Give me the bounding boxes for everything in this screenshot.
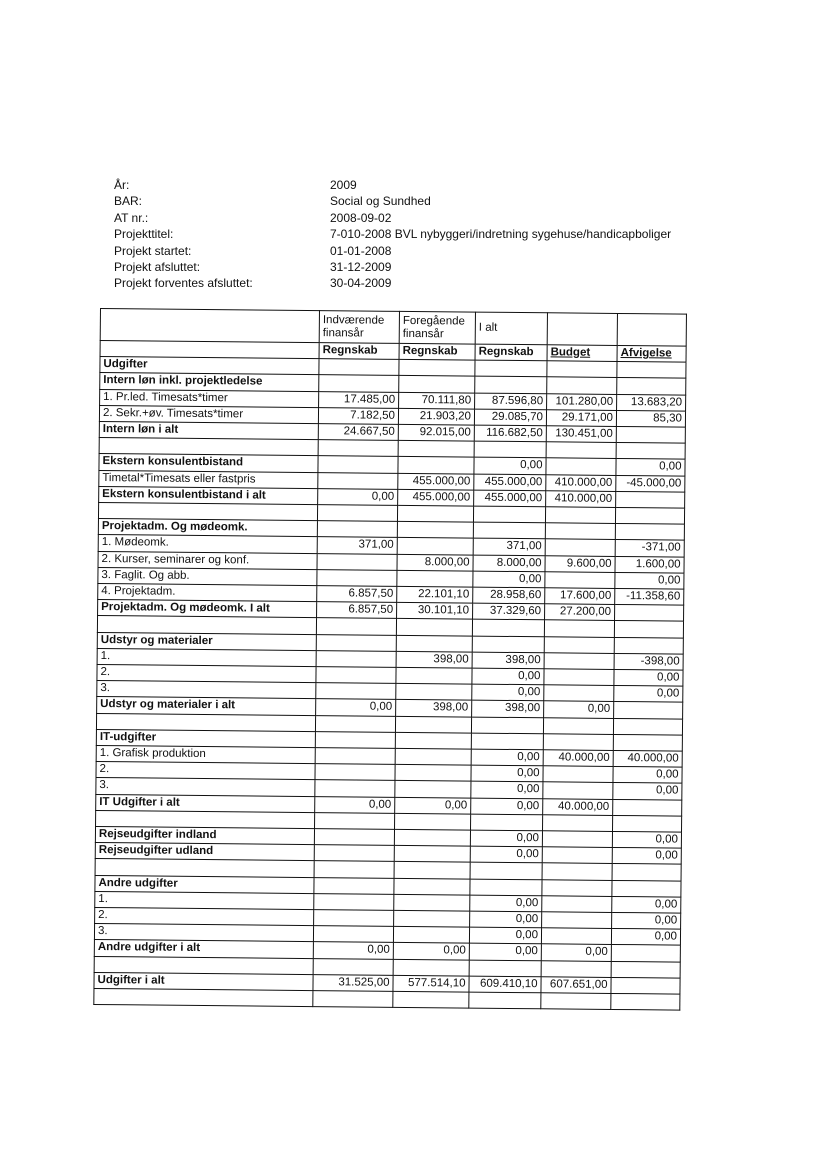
- value-cell: 130.451,00: [546, 426, 616, 443]
- value-cell: -371,00: [615, 540, 684, 557]
- row-label: Udstyr og materialer i alt: [97, 697, 316, 715]
- value-cell: [394, 910, 470, 927]
- value-cell: [471, 814, 543, 831]
- value-cell: [398, 441, 474, 458]
- value-cell: [544, 669, 614, 686]
- value-cell: 0,00: [474, 458, 546, 475]
- row-label: IT Udgifter i alt: [96, 794, 315, 812]
- value-cell: [542, 879, 612, 896]
- row-label: 3.: [94, 924, 313, 942]
- value-cell: 37.329,60: [473, 603, 545, 620]
- value-cell: [546, 442, 616, 459]
- info-row: [114, 210, 734, 226]
- value-cell: 6.857,50: [317, 602, 397, 619]
- value-cell: 0,00: [395, 797, 471, 814]
- value-cell: [318, 472, 398, 489]
- value-cell: [473, 506, 545, 523]
- value-cell: [398, 457, 474, 474]
- value-cell: 40.000,00: [613, 750, 682, 767]
- value-cell: [612, 864, 681, 881]
- value-cell: [545, 539, 615, 556]
- row-label: Projektadm. Og mødeomk.: [98, 519, 317, 537]
- value-cell: 398,00: [396, 700, 472, 717]
- value-cell: [611, 993, 680, 1010]
- row-label: Udgifter i alt: [94, 972, 313, 990]
- value-cell: 0,00: [470, 846, 542, 863]
- value-cell: [393, 991, 469, 1008]
- value-cell: 9.600,00: [545, 555, 615, 572]
- value-cell: [397, 538, 473, 555]
- value-cell: [613, 799, 682, 816]
- row-label: [94, 988, 313, 1006]
- value-cell: [313, 926, 393, 943]
- value-cell: [393, 959, 469, 976]
- value-cell: 40.000,00: [543, 750, 613, 767]
- value-cell: [315, 764, 395, 781]
- info-row: [114, 275, 734, 291]
- column-header: Afvigelse: [620, 346, 672, 360]
- row-label: Timetal*Timesats eller fastpris: [99, 470, 318, 488]
- value-cell: [397, 570, 473, 587]
- value-cell: [318, 440, 398, 457]
- value-cell: 40.000,00: [543, 798, 613, 815]
- info-row: [114, 193, 734, 209]
- value-cell: 101.280,00: [547, 393, 617, 410]
- value-cell: [394, 846, 470, 863]
- row-label: Udgifter: [100, 357, 319, 375]
- value-cell: [472, 620, 544, 637]
- value-cell: [542, 831, 612, 848]
- value-cell: [475, 360, 547, 377]
- value-cell: 116.682,50: [474, 425, 546, 442]
- value-cell: 455.000,00: [474, 490, 546, 507]
- row-label: Rejseudgifter indland: [95, 826, 314, 844]
- info-value: Social og Sundhed: [330, 194, 431, 209]
- value-cell: 0,00: [470, 895, 542, 912]
- value-cell: 0,00: [472, 684, 544, 701]
- value-cell: 31.525,00: [313, 974, 393, 991]
- value-cell: [396, 619, 472, 636]
- value-cell: 0,00: [469, 943, 541, 960]
- value-cell: [316, 618, 396, 635]
- value-cell: [473, 522, 545, 539]
- value-cell: [614, 702, 683, 719]
- info-label: BAR:: [114, 194, 143, 209]
- row-label: 3.: [97, 681, 316, 699]
- row-label: 1. Grafisk produktion: [96, 746, 315, 764]
- value-cell: 455.000,00: [474, 474, 546, 491]
- value-cell: 7.182,50: [318, 407, 398, 424]
- value-cell: 577.514,10: [393, 975, 469, 992]
- value-cell: 371,00: [317, 537, 397, 554]
- row-label: Projektadm. Og mødeomk. I alt: [98, 600, 317, 618]
- value-cell: 29.171,00: [546, 410, 616, 427]
- value-cell: [615, 507, 684, 524]
- row-label: Rejseudgifter udland: [95, 843, 314, 861]
- value-cell: [614, 621, 683, 638]
- value-cell: [315, 731, 395, 748]
- value-cell: [314, 877, 394, 894]
- value-cell: 455.000,00: [398, 489, 474, 506]
- value-cell: [545, 507, 615, 524]
- value-cell: [542, 863, 612, 880]
- value-cell: [544, 636, 614, 653]
- value-cell: 398,00: [472, 652, 544, 669]
- value-cell: [394, 894, 470, 911]
- column-group-header: I alt: [475, 312, 547, 345]
- value-cell: [612, 880, 681, 897]
- value-cell: [541, 960, 611, 977]
- row-label: 1.: [95, 891, 314, 909]
- info-label: År:: [114, 178, 130, 192]
- row-label: 1. Mødeomk.: [98, 535, 317, 553]
- value-cell: 0,00: [615, 572, 684, 589]
- value-cell: [316, 650, 396, 667]
- value-cell: 0,00: [613, 767, 682, 784]
- value-cell: 0,00: [612, 831, 681, 848]
- value-cell: [396, 684, 472, 701]
- value-cell: [316, 683, 396, 700]
- value-cell: [611, 961, 680, 978]
- value-cell: 410.000,00: [546, 474, 616, 491]
- value-cell: [397, 522, 473, 539]
- value-cell: 22.101,10: [397, 586, 473, 603]
- value-cell: 0,00: [471, 765, 543, 782]
- value-cell: [394, 878, 470, 895]
- column-group-header: Foregående finansår: [399, 311, 475, 344]
- value-cell: [541, 928, 611, 945]
- value-cell: [313, 958, 393, 975]
- value-cell: 0,00: [471, 798, 543, 815]
- value-cell: [394, 862, 470, 879]
- value-cell: [394, 829, 470, 846]
- value-cell: [543, 782, 613, 799]
- value-cell: 0,00: [612, 896, 681, 913]
- value-cell: [617, 362, 686, 379]
- value-cell: [314, 861, 394, 878]
- value-cell: 0,00: [313, 942, 393, 959]
- value-cell: [315, 780, 395, 797]
- value-cell: 0,00: [315, 796, 395, 813]
- value-cell: [614, 637, 683, 654]
- value-cell: [395, 748, 471, 765]
- info-label: Projekt forventes afsluttet:: [114, 276, 253, 291]
- value-cell: 24.667,50: [318, 424, 398, 441]
- value-cell: [319, 359, 399, 376]
- value-cell: 92.015,00: [398, 424, 474, 441]
- value-cell: [396, 667, 472, 684]
- info-label: Projekt afsluttet:: [114, 259, 201, 274]
- value-cell: 455.000,00: [398, 473, 474, 490]
- value-cell: 70.111,80: [399, 392, 475, 409]
- row-label: Intern løn inkl. projektledelse: [100, 373, 319, 391]
- value-cell: 17.600,00: [545, 588, 615, 605]
- value-cell: [470, 863, 542, 880]
- value-cell: [542, 847, 612, 864]
- project-info: [114, 177, 734, 292]
- value-cell: [544, 685, 614, 702]
- value-cell: 28.958,60: [473, 587, 545, 604]
- value-cell: 0,00: [470, 911, 542, 928]
- value-cell: 0,00: [471, 782, 543, 799]
- value-cell: 0,00: [318, 488, 398, 505]
- value-cell: [615, 605, 684, 622]
- value-cell: [543, 717, 613, 734]
- value-cell: [316, 634, 396, 651]
- value-cell: 30.101,10: [397, 603, 473, 620]
- value-cell: [396, 635, 472, 652]
- column-group-header: [617, 313, 686, 346]
- value-cell: [315, 812, 395, 829]
- budget-table: [93, 308, 687, 1011]
- value-cell: [399, 376, 475, 393]
- value-cell: 398,00: [472, 701, 544, 718]
- value-cell: [543, 734, 613, 751]
- value-cell: [315, 748, 395, 765]
- value-cell: [613, 718, 682, 735]
- value-cell: 87.596,80: [475, 393, 547, 410]
- value-cell: 0,00: [316, 699, 396, 716]
- value-cell: [542, 912, 612, 929]
- value-cell: 0,00: [541, 944, 611, 961]
- value-cell: -398,00: [614, 653, 683, 670]
- column-group-header: Indværende finansår: [319, 311, 399, 344]
- value-cell: [471, 733, 543, 750]
- value-cell: [317, 569, 397, 586]
- row-label: 2.: [95, 907, 314, 925]
- info-label: AT nr.:: [114, 210, 149, 225]
- value-cell: 0,00: [616, 459, 685, 476]
- info-label: Projekttitel:: [114, 227, 174, 242]
- value-cell: [314, 845, 394, 862]
- info-value: 30-04-2009: [330, 276, 392, 291]
- value-cell: 0,00: [393, 943, 469, 960]
- value-cell: 21.903,20: [398, 408, 474, 425]
- value-cell: [469, 960, 541, 977]
- value-cell: [611, 977, 680, 994]
- info-row: [114, 177, 734, 193]
- value-cell: [543, 815, 613, 832]
- value-cell: 1.600,00: [615, 556, 684, 573]
- value-cell: [616, 426, 685, 443]
- value-cell: 13.683,20: [617, 394, 686, 411]
- value-cell: 0,00: [614, 669, 683, 686]
- value-cell: [613, 734, 682, 751]
- value-cell: [616, 443, 685, 460]
- value-cell: 0,00: [469, 927, 541, 944]
- value-cell: [469, 992, 541, 1009]
- row-label: 1. Pr.led. Timesats*timer: [100, 389, 319, 407]
- value-cell: 0,00: [472, 668, 544, 685]
- row-label: Andre udgifter: [95, 875, 314, 893]
- value-cell: [315, 715, 395, 732]
- value-cell: 0,00: [611, 929, 680, 946]
- info-value: 2009: [330, 178, 357, 192]
- value-cell: [612, 815, 681, 832]
- value-cell: 8.000,00: [397, 554, 473, 571]
- info-value: 01-01-2008: [330, 243, 392, 258]
- value-cell: 607.651,00: [541, 977, 611, 994]
- value-cell: [544, 620, 614, 637]
- value-cell: -45.000,00: [616, 475, 685, 492]
- row-label: 1.: [97, 648, 316, 666]
- value-cell: [399, 360, 475, 377]
- value-cell: 0,00: [612, 912, 681, 929]
- row-label: Intern løn i alt: [99, 422, 318, 440]
- value-cell: 371,00: [473, 539, 545, 556]
- value-cell: 6.857,50: [317, 586, 397, 603]
- row-label: 2. Sekr.+øv. Timesats*timer: [99, 405, 318, 423]
- value-cell: 0,00: [544, 701, 614, 718]
- value-cell: 0,00: [470, 830, 542, 847]
- value-cell: [319, 375, 399, 392]
- info-label: Projekt startet:: [114, 243, 192, 258]
- value-cell: [470, 879, 542, 896]
- value-cell: [316, 667, 396, 684]
- value-cell: [543, 766, 613, 783]
- header-empty-cell: [100, 309, 319, 343]
- info-row: [114, 259, 734, 275]
- row-label: Andre udgifter i alt: [94, 940, 313, 958]
- value-cell: [547, 377, 617, 394]
- column-group-header: [547, 313, 617, 346]
- value-cell: -11.358,60: [615, 588, 684, 605]
- value-cell: [471, 717, 543, 734]
- row-label: Ekstern konsulentbistand i alt: [99, 486, 318, 504]
- value-cell: [395, 732, 471, 749]
- value-cell: [545, 523, 615, 540]
- value-cell: [617, 378, 686, 395]
- value-cell: 27.200,00: [545, 604, 615, 621]
- value-cell: [547, 361, 617, 378]
- value-cell: [395, 781, 471, 798]
- value-cell: 0,00: [614, 686, 683, 703]
- value-cell: [475, 377, 547, 394]
- value-cell: [317, 505, 397, 522]
- row-label: 3.: [96, 778, 315, 796]
- value-cell: [616, 491, 685, 508]
- info-value: 2008-09-02: [330, 210, 392, 225]
- value-cell: [544, 653, 614, 670]
- row-label: 4. Projektadm.: [98, 584, 317, 602]
- column-header: Regnskab: [322, 344, 378, 357]
- value-cell: [395, 716, 471, 733]
- row-label: Ekstern konsulentbistand: [99, 454, 318, 472]
- row-label: 2.: [96, 762, 315, 780]
- value-cell: 609.410,10: [469, 976, 541, 993]
- value-cell: [313, 991, 393, 1008]
- row-label: 2.: [97, 665, 316, 683]
- row-label: 2. Kurser, seminarer og konf.: [98, 551, 317, 569]
- value-cell: [546, 458, 616, 475]
- value-cell: 0,00: [613, 783, 682, 800]
- value-cell: [611, 945, 680, 962]
- value-cell: 8.000,00: [473, 555, 545, 572]
- value-cell: [541, 993, 611, 1010]
- value-cell: 17.485,00: [319, 391, 399, 408]
- value-cell: [395, 813, 471, 830]
- value-cell: 410.000,00: [546, 491, 616, 508]
- row-label: 3. Faglit. Og abb.: [98, 567, 317, 585]
- value-cell: [314, 910, 394, 927]
- value-cell: 29.085,70: [474, 409, 546, 426]
- value-cell: [317, 553, 397, 570]
- value-cell: [317, 521, 397, 538]
- info-row: [114, 226, 734, 242]
- value-cell: [472, 636, 544, 653]
- value-cell: [545, 572, 615, 589]
- value-cell: 85,30: [616, 410, 685, 427]
- info-row: [114, 243, 734, 259]
- value-cell: [393, 927, 469, 944]
- info-value: 31-12-2009: [330, 259, 392, 274]
- value-cell: [314, 893, 394, 910]
- value-cell: 398,00: [396, 651, 472, 668]
- value-cell: [314, 829, 394, 846]
- column-header: Regnskab: [478, 345, 534, 359]
- value-cell: [318, 456, 398, 473]
- value-cell: [542, 896, 612, 913]
- column-header: Budget: [550, 346, 591, 359]
- value-cell: [395, 765, 471, 782]
- value-cell: 0,00: [471, 749, 543, 766]
- value-cell: 0,00: [612, 848, 681, 865]
- value-cell: [474, 441, 546, 458]
- value-cell: [397, 505, 473, 522]
- column-header: Regnskab: [402, 344, 458, 358]
- info-value: 7-010-2008 BVL nybyggeri/indretning sygehuse/handicapboliger: [330, 227, 672, 242]
- value-cell: [615, 524, 684, 541]
- value-cell: 0,00: [473, 571, 545, 588]
- row-label: Udstyr og materialer: [97, 632, 316, 650]
- row-label: IT-udgifter: [96, 729, 315, 747]
